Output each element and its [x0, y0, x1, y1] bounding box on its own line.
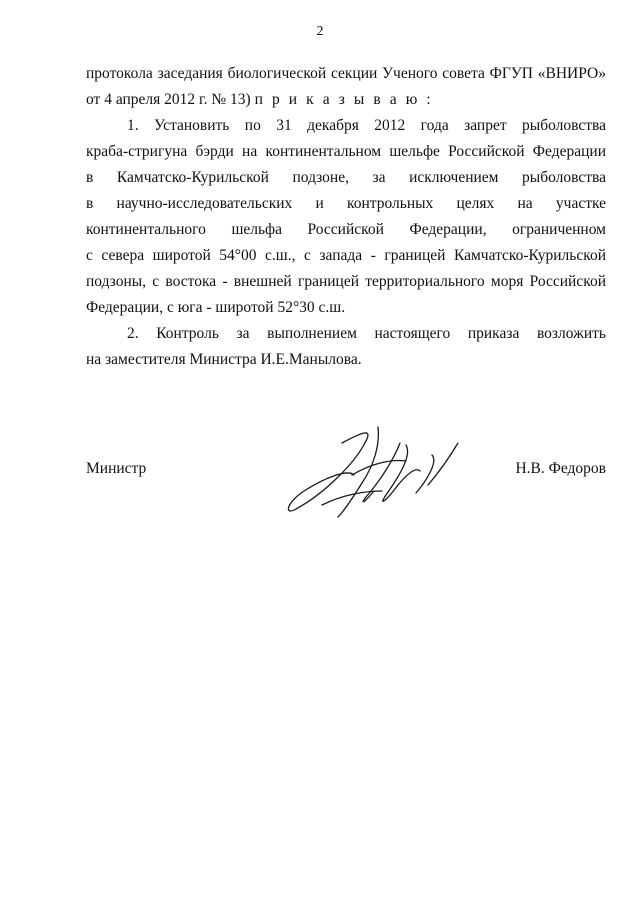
intro-line-1: протокола заседания биологической секции Ученого совета ФГУП «ВНИРО» — [86, 65, 606, 82]
order-word: п р и к а з ы в а ю : — [254, 91, 434, 108]
item-1-line-1: 1. Установить по 31 декабря 2012 года запрет рыболовства — [127, 117, 606, 134]
item-1-line-4: в научно-исследовательских и контрольных целях на участке — [86, 195, 606, 212]
item-1-line-5: континентального шельфа Российской Федерации, ограниченном — [86, 221, 606, 238]
item-1-line-6: с севера широтой 54°00 с.ш., с запада - границей Камчатско-Курильской — [86, 247, 606, 264]
intro-line-2 — [86, 87, 606, 113]
page-number: 2 — [316, 24, 324, 39]
handwritten-signature-icon — [282, 425, 472, 525]
item-1-line-3: в Камчатско-Курильской подзоне, за исключением рыболовства — [86, 169, 606, 186]
item-2-line-1: 2. Контроль за выполнением настоящего приказа возложить — [127, 325, 606, 342]
signer-name: Н.В. Федоров — [515, 460, 606, 477]
intro-line-2-prefix: от 4 апреля 2012 г. № 13) — [86, 91, 251, 108]
signer-role: Министр — [86, 460, 147, 477]
item-2-line-2: на заместителя Министра И.Е.Манылова. — [86, 351, 362, 368]
item-1-line-7: подзоны, с востока - внешней границей территориального моря Российской — [86, 273, 606, 290]
item-1-line-8: Федерации, с юга - широтой 52°30 с.ш. — [86, 299, 346, 316]
document-body — [86, 61, 606, 373]
item-1-line-2: краба-стригуна бэрди на континентальном шельфе Российской Федерации — [86, 143, 606, 160]
